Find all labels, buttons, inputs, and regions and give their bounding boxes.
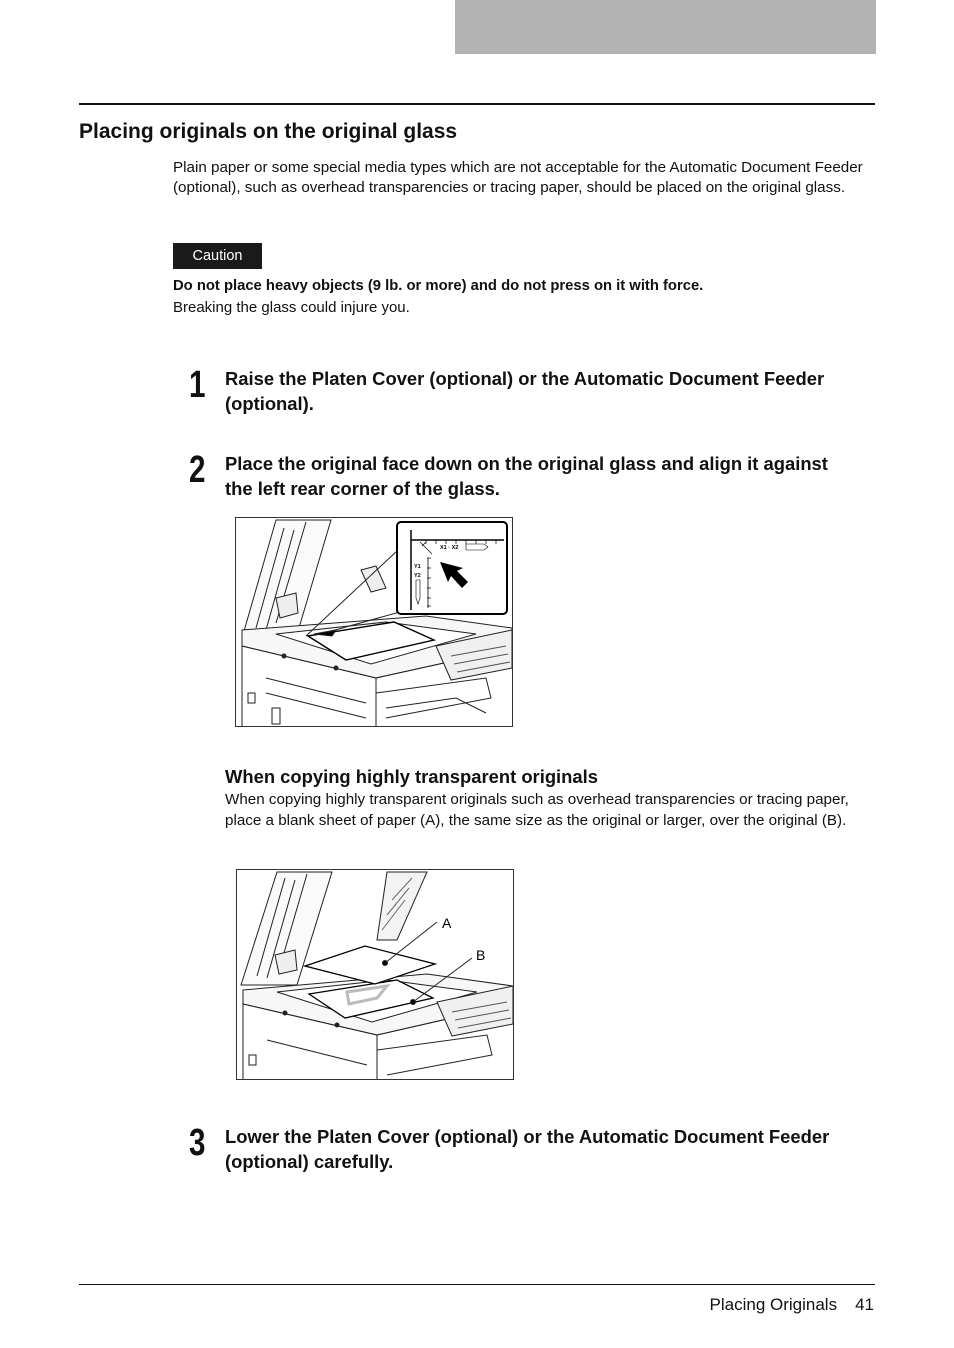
step-3-number: 3	[189, 1122, 206, 1164]
subsection-title: When copying highly transparent originals	[225, 766, 598, 787]
inset-label-x: X1 · X2	[440, 545, 459, 551]
intro-paragraph: Plain paper or some special media types which are not acceptable for the Automatic Document Feeder (optional), such as overhead transparencies or tracing paper, should be placed on the original glass.	[173, 159, 863, 197]
page-footer	[710, 1295, 874, 1315]
copier-illustration	[236, 518, 512, 726]
caution-badge: Caution	[173, 243, 262, 269]
top-rule	[79, 103, 875, 105]
footer-page-number: 41	[855, 1295, 874, 1314]
header-tab	[455, 0, 876, 54]
bottom-rule	[79, 1284, 875, 1285]
step-1-number: 1	[189, 364, 206, 406]
step-2-text: Place the original face down on the original glass and align it against the left rear corner of the glass.	[225, 453, 828, 499]
label-b: B	[476, 947, 486, 963]
corner-inset	[397, 522, 507, 614]
copier-transparent-illustration	[237, 870, 513, 1079]
inset-label-y2: Y2	[414, 573, 421, 579]
step-2-number: 2	[189, 449, 206, 491]
section-title: Placing originals on the original glass	[79, 120, 458, 143]
inset-label-y1: Y1	[414, 564, 421, 570]
caution-text: Breaking the glass could injure you.	[173, 299, 410, 316]
step-3-text: Lower the Platen Cover (optional) or the Automatic Document Feeder (optional) carefully.	[225, 1126, 830, 1172]
figure-transparent-originals	[236, 869, 514, 1080]
figure-copier-alignment	[235, 517, 513, 727]
footer-section-name: Placing Originals	[709, 1295, 838, 1314]
caution-bold-text: Do not place heavy objects (9 lb. or more) and do not press on it with force.	[173, 278, 704, 294]
label-a: A	[442, 915, 452, 931]
step-1-text: Raise the Platen Cover (optional) or the Automatic Document Feeder (optional).	[225, 368, 825, 414]
subsection-text: When copying highly transparent originals such as overhead transparencies or tracing paper, place a blank sheet of paper (A), the same size as the original or larger, over the original (B).	[225, 791, 849, 829]
